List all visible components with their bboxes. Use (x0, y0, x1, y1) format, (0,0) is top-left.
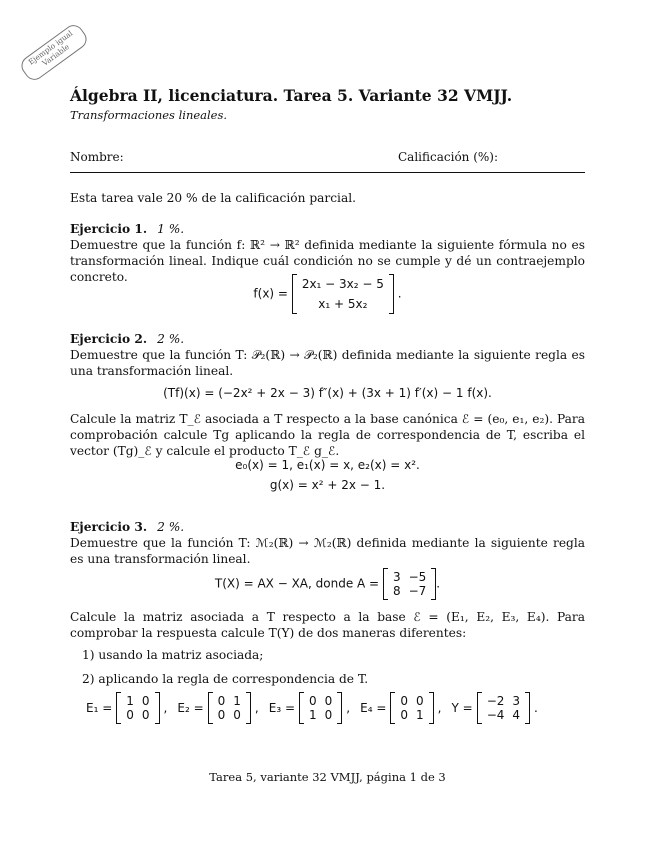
matrix-sep: . (534, 701, 538, 715)
matrix-cell: 1 (416, 708, 424, 722)
matrix-cell: 0 (400, 708, 409, 722)
ex3-heading (70, 519, 585, 535)
ex1-title: Ejercicio 1. (70, 222, 148, 236)
ex1-period: . (397, 286, 402, 301)
matrix-cell: 3 (392, 570, 401, 584)
matrix-cell: 0 (400, 694, 409, 708)
matrix-E2 (177, 692, 258, 724)
matrix-cell: 0 (141, 694, 150, 708)
ex3-item-1: 1) usando la matriz asociada; (82, 648, 264, 662)
matrix-cell: 0 (217, 694, 226, 708)
matrix-sep: , (254, 701, 259, 715)
matrix-cell: 0 (126, 708, 134, 722)
ex2-text2: Calcule la matriz T_ℰ asociada a T respecto a la base canónica ℰ = (e₀, e₁, e₂). Para comprobación calcule Tg aplicando la regla de correspondencia de T, escriba el vector (Tg)_ℰ y calcule el producto T_ℰ g_ℰ. (70, 412, 585, 458)
matrix-label: E₃ = (268, 701, 296, 715)
ex3-text: Demuestre que la función T: ℳ₂(ℝ) → ℳ₂(ℝ) definida mediante la siguiente regla es una transformación lineal. (70, 536, 585, 566)
matrix-cell: 1 (309, 708, 317, 722)
ex1-heading (70, 221, 585, 237)
ex2-basis: e₀(x) = 1, e₁(x) = x, e₂(x) = x². (235, 458, 420, 472)
basis-matrices (86, 692, 586, 724)
intro-text: Esta tarea vale 20 % de la calificación parcial. (70, 191, 356, 205)
matrix-cell: 8 (392, 584, 401, 598)
matrix-A (383, 568, 436, 600)
matrix-cell: −7 (408, 584, 427, 598)
ex2-heading (70, 331, 585, 347)
matrix-Y (452, 692, 538, 724)
page-footer: Tarea 5, variante 32 VMJJ, página 1 de 3 (209, 770, 446, 784)
matrix-cell: 0 (309, 694, 317, 708)
ex3-text2: Calcule la matriz asociada a T respecto a la base ℰ = (E₁, E₂, E₃, E₄). Para comprobar la respuesta calcule T(Y) de dos maneras diferentes: (70, 610, 585, 640)
matrix-sep: , (346, 701, 351, 715)
ex3-weight: 2 %. (157, 520, 185, 534)
matrix-cell: 0 (324, 708, 333, 722)
matrix-cell: 3 (512, 694, 521, 708)
matrix-sep: , (163, 701, 168, 715)
ex1-weight: 1 %. (157, 222, 185, 236)
matrix-label: E₂ = (177, 701, 204, 715)
ex1-text: Demuestre que la función f: ℝ² → ℝ² definida mediante la siguiente fórmula no es transformación lineal. Indique cuál condición no se cumple y dé un contraejemplo concreto. (70, 238, 585, 284)
ex3-formula: T(X) = AX − XA, donde A = 3 −5 8 −7 . (214, 570, 441, 598)
matrix-cell: 4 (512, 708, 521, 722)
matrix-label: E₄ = (360, 701, 387, 715)
matrix-label: E₁ = (86, 701, 113, 715)
name-label: Nombre: (70, 150, 124, 164)
grade-label: Calificación (%): (398, 150, 499, 164)
ex3-formula-text: T(X) = AX − XA, donde A = (214, 576, 380, 591)
matrix-cell: −4 (486, 708, 505, 722)
divider (70, 172, 585, 173)
ex1-lhs: f(x) = (253, 286, 288, 301)
matrix-cell: −5 (408, 570, 427, 584)
matrix-cell: −2 (486, 694, 505, 708)
matrix-cell: 0 (324, 694, 333, 708)
matrix-cell: 1 (126, 694, 134, 708)
variant-text: 32 VMJJ. (437, 86, 513, 105)
matrix-sep: , (437, 701, 442, 715)
title-text: Álgebra II, licenciatura. Tarea 5. Variante (70, 86, 432, 105)
ex2-text: Demuestre que la función T: 𝒫₂(ℝ) → 𝒫₂(ℝ) definida mediante la siguiente regla es una transformación lineal. (70, 348, 585, 378)
ex1-row2: x₁ + 5x₂ (318, 297, 368, 311)
page-title (70, 86, 512, 105)
stamp: Ejemplo igual Variable (18, 21, 91, 84)
ex2-weight: 2 %. (157, 332, 185, 346)
ex1-row1: 2x₁ − 3x₂ − 5 (301, 277, 384, 291)
ex3-item-2: 2) aplicando la regla de correspondencia de T. (82, 672, 369, 686)
page-subtitle: Transformaciones lineales. (70, 108, 228, 122)
matrix-cell: 0 (141, 708, 150, 722)
matrix-cell: 0 (217, 708, 226, 722)
ex2-formula: (Tf)(x) = (−2x² + 2x − 3) f″(x) + (3x + 1) f′(x) − 1 f(x). (163, 386, 492, 400)
matrix-cell: 0 (233, 708, 241, 722)
ex2-g: g(x) = x² + 2x − 1. (269, 478, 386, 492)
matrix-E1 (86, 692, 167, 724)
matrix-cell: 1 (233, 694, 241, 708)
ex2-title: Ejercicio 2. (70, 332, 148, 346)
ex1-formula (70, 274, 585, 314)
ex3-title: Ejercicio 3. (70, 520, 148, 534)
matrix-cell: 0 (416, 694, 424, 708)
matrix-label: Y = (451, 701, 473, 715)
ex1-vector (292, 274, 394, 314)
matrix-E4 (360, 692, 441, 724)
matrix-E3 (269, 692, 350, 724)
